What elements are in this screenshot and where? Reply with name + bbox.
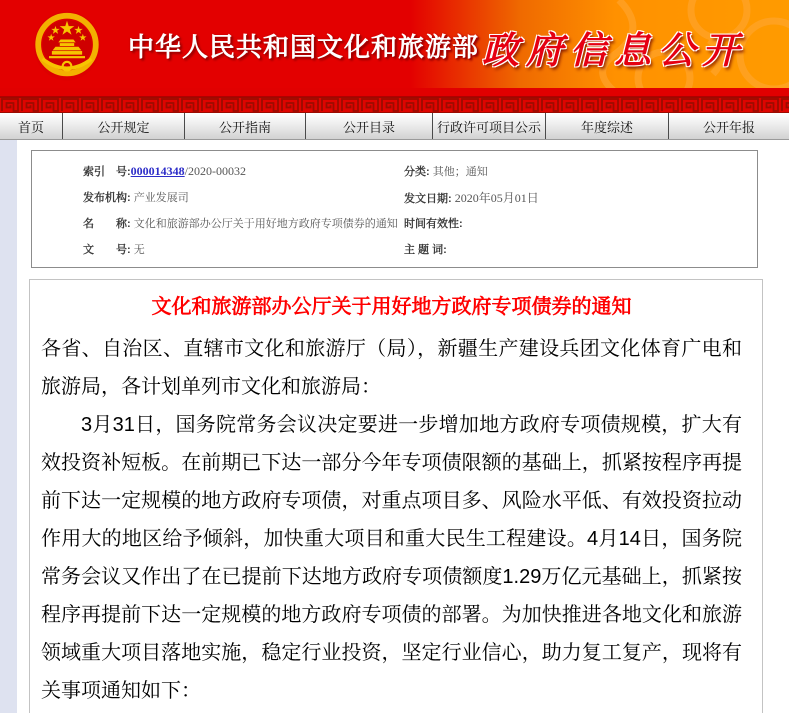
index-number-suffix: /2020-00032 (184, 164, 247, 178)
subject-words-label: 主 题 词: (404, 244, 447, 256)
nav-item-annual-report[interactable]: 公开年报 (702, 119, 755, 135)
document-body (41, 330, 742, 710)
document-number-label: 文 号: (83, 244, 131, 256)
meta-row-index-category (32, 158, 757, 184)
document-paragraph-salutation: 各省、自治区、直辖市文化和旅游厅（局），新疆生产建设兵团文化体育广电和旅游局，各计划单列市文化和旅游局： (41, 338, 742, 398)
issuing-agency-value: 产业发展司 (133, 192, 189, 204)
meander-ornament-band (0, 97, 789, 113)
index-number-label: 索引 号: (83, 166, 131, 178)
document-content-box (29, 279, 763, 713)
page-body (0, 140, 789, 713)
index-number-link[interactable]: 000014348 (130, 164, 185, 178)
document-metadata-box (31, 150, 758, 268)
issue-date-value: 2020年05月01日 (454, 190, 539, 205)
nav-item-catalog[interactable]: 公开目录 (306, 113, 433, 139)
nav-item-guide[interactable]: 公开指南 (185, 113, 306, 139)
site-banner (0, 0, 789, 88)
nav-item-admin-license[interactable]: 行政许可项目公示 (433, 113, 546, 139)
issue-date-label: 发文日期: (404, 192, 452, 205)
document-paragraph-main: 3月31日，国务院常务会议决定要进一步增加地方政府专项债规模，扩大有效投资补短板。在前期已下达一部分今年专项债限额的基础上，抓紧按程序再提前下达一定规模的地方政府专项债，对重点项目多、风险水平低、有效投资拉动作用大的地区给予倾斜，加快重大项目和重大民生工程建设。4月14日，国务院常务会议又作出了在已提前下达地方政府专项债额度1.29万亿元基础上，抓紧按程序再提前下达一定规模的地方政府专项债的部署。为加快推进各地文化和旅游领域重大项目落地实施，稳定行业投资，坚定行业信心，助力复工复产，现将有关事项通知如下： (41, 414, 742, 702)
main-nav (0, 113, 789, 140)
document-number-value: 无 (133, 244, 145, 256)
nav-item-home[interactable]: 首页 (0, 113, 63, 139)
document-title: 文化和旅游部办公厅关于用好地方政府专项债券的通知 (151, 296, 632, 318)
validity-label: 时间有效性: (404, 218, 463, 230)
meta-row-agency-date (32, 184, 757, 210)
document-name-value: 文化和旅游部办公厅关于用好地方政府专项债券的通知 (133, 218, 398, 230)
ministry-title: 中华人民共和国文化和旅游部 (128, 32, 480, 62)
document-name-label: 名 称: (83, 218, 131, 230)
gov-info-disclosure-title: 政府信息公开 (482, 30, 746, 71)
banner-bottom-strip (0, 88, 789, 97)
meta-row-docno-subject (32, 236, 757, 262)
left-margin-strip (0, 140, 17, 713)
category-label: 分类: (404, 166, 430, 178)
meta-row-name-validity (32, 210, 757, 236)
nav-item-rules[interactable]: 公开规定 (63, 113, 185, 139)
issuing-agency-label: 发布机构: (83, 192, 131, 204)
category-value: 其他；通知 (432, 166, 488, 178)
national-emblem-icon (31, 8, 103, 84)
nav-item-annual-summary[interactable]: 年度综述 (546, 113, 669, 139)
